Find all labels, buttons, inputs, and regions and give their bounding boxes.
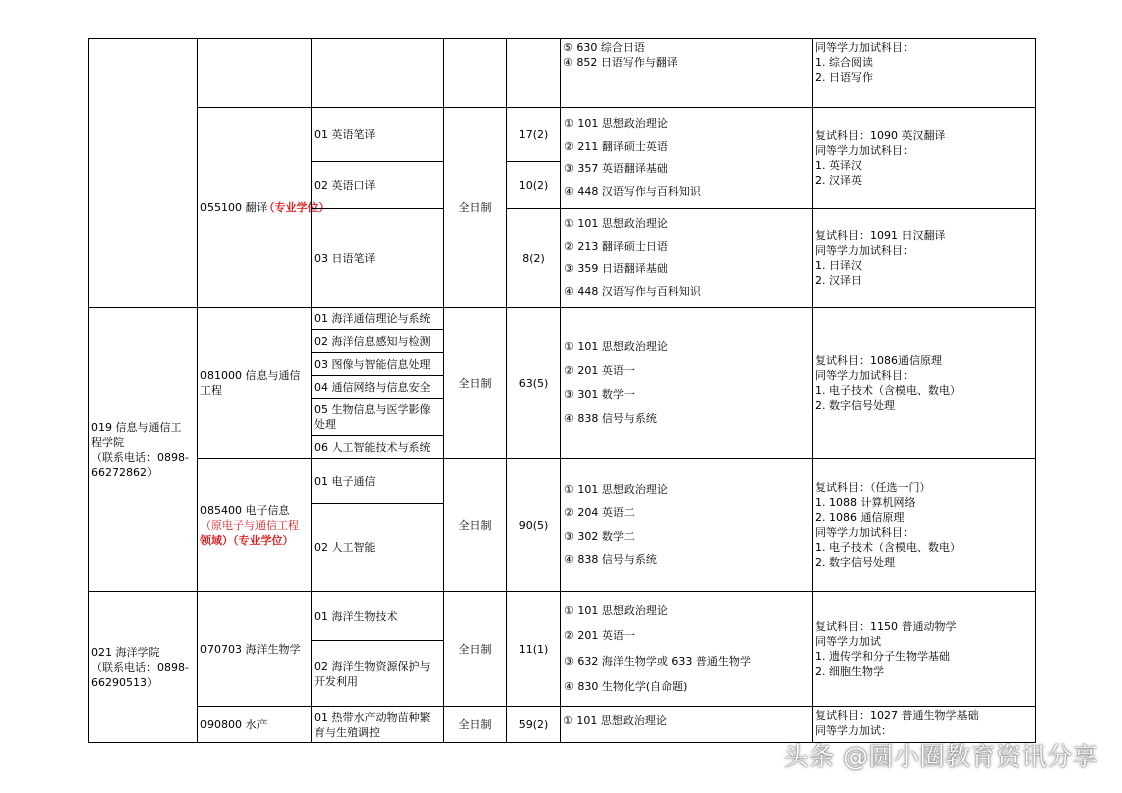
major-name: 081000 信息与通信	[200, 369, 301, 382]
quota: 10(2)	[518, 178, 549, 192]
retest-japanese	[812, 208, 1036, 308]
major-081000	[197, 307, 312, 459]
retest-line: 同等学力加试	[815, 635, 881, 648]
exam-item: ④ 448 汉语写作与百科知识	[564, 185, 701, 199]
exam-subjects-070703	[560, 591, 813, 707]
retest-line: 1. 遗传学和分子生物学基础	[815, 650, 950, 663]
direction-name: 01 海洋生物技术	[314, 609, 398, 623]
quota: 63(5)	[518, 376, 549, 390]
retest-line: 1. 1088 计算机网络	[815, 496, 916, 509]
direction-name: 02 人工智能	[314, 541, 376, 554]
major-085400	[197, 458, 312, 592]
retest-english	[812, 107, 1036, 209]
quota-japanese-writing	[506, 208, 561, 308]
direction-name: 02 海洋信息感知与检测	[314, 334, 431, 348]
retest-line: 复试科目：（任选一门）	[815, 481, 931, 494]
direction-ai	[311, 503, 444, 592]
college-phone: （联系电话：0898-	[91, 660, 189, 674]
exam-item: ④ 830 生物化学(自命题)	[564, 680, 688, 694]
direction-name: 06 人工智能技术与系统	[314, 440, 431, 454]
direction-marine-biotech	[311, 591, 444, 641]
retest-line: 同等学力加试科目：	[815, 526, 914, 539]
exam-item: ③ 302 数学二	[564, 529, 635, 543]
exam-item: ④ 838 信号与系统	[564, 412, 657, 425]
direction-name: 02 英语口译	[314, 178, 376, 192]
quota: 8(2)	[522, 251, 545, 265]
direction-electronic-comm	[311, 458, 444, 504]
direction-name: 01 电子通信	[314, 474, 376, 488]
exam-subjects-japanese-cont	[560, 38, 813, 108]
retest-line: 复试科目：1027 普通生物学基础	[815, 709, 979, 722]
exam-item: ③ 632 海洋生物学或 633 普通生物学	[564, 654, 751, 668]
exam-item: ① 101 思想政治理论	[564, 482, 668, 496]
college-name: 程学院	[91, 435, 124, 449]
major-type-badge: （专业学位）	[263, 201, 330, 214]
retest-line: 2. 汉译英	[815, 174, 862, 187]
exam-item: ① 101 思想政治理论	[564, 603, 668, 617]
major-090800	[197, 706, 312, 743]
study-mode-090800	[443, 706, 507, 743]
major-name: 090800 水产	[200, 718, 268, 731]
direction-name: 05 生物信息与医学影像	[314, 403, 431, 416]
study-mode-085400	[443, 458, 507, 592]
study-mode: 全日制	[458, 718, 492, 731]
exam-item: ① 101 思想政治理论	[564, 340, 668, 353]
retest-line: 同等学力加试：	[815, 724, 892, 737]
exam-subjects-english	[560, 107, 813, 209]
retest-line: 1. 日译汉	[815, 259, 862, 272]
exam-item: ② 211 翻译硕士英语	[564, 139, 668, 153]
retest-line: 同等学力加试科目：	[815, 369, 914, 382]
retest-line: 1. 综合阅读	[815, 56, 873, 69]
retest-line: 2. 数字信号处理	[815, 556, 895, 569]
direction-name: 开发利用	[314, 674, 358, 688]
major-070703	[197, 591, 312, 707]
mode-cell-continued	[443, 38, 507, 108]
retest-line: 复试科目：1090 英汉翻译	[815, 129, 946, 142]
retest-line: 复试科目：1086通信原理	[815, 354, 942, 367]
exam-subjects-090800	[560, 706, 813, 743]
quota-cell-continued	[506, 38, 561, 108]
study-mode: 全日制	[458, 201, 492, 214]
exam-item: ④ 448 汉语写作与百科知识	[564, 284, 701, 298]
direction-name: 01 海洋通信理论与系统	[314, 312, 431, 325]
college-phone: （联系电话：0898-	[91, 450, 189, 464]
direction-name: 04 通信网络与信息安全	[314, 380, 431, 394]
quota-081000	[506, 307, 561, 459]
direction-japanese-writing	[311, 208, 444, 308]
study-mode: 全日制	[458, 518, 492, 532]
major-name: 070703 海洋生物学	[200, 642, 301, 656]
retest-line: 2. 细胞生物学	[815, 665, 884, 678]
direction-cell-continued	[311, 38, 444, 108]
retest-line: 1. 电子技术（含模电、数电）	[815, 541, 961, 554]
direction-name: 03 图像与智能信息处理	[314, 357, 431, 371]
quota: 59(2)	[518, 718, 549, 731]
college-cell-continued	[88, 38, 198, 308]
college-phone: 66290513）	[91, 675, 158, 689]
exam-subjects-081000	[560, 307, 813, 459]
watermark: 头条 @圆小圈教育资讯分享	[783, 742, 1098, 771]
exam-item: ④ 838 信号与系统	[564, 553, 657, 567]
retest-line: 同等学力加试科目：	[815, 244, 914, 257]
retest-line: 2. 数字信号处理	[815, 399, 895, 412]
retest-japanese-cont	[812, 38, 1036, 108]
exam-item: ⑤ 630 综合日语	[563, 41, 645, 54]
quota-english-writing	[506, 107, 561, 162]
major-cell-continued	[197, 38, 312, 108]
college-name: 021 海洋学院	[91, 645, 160, 659]
study-mode: 全日制	[458, 376, 492, 390]
direction-name: 03 日语笔译	[314, 251, 376, 265]
college-021	[88, 591, 198, 743]
exam-item: ② 201 英语一	[564, 364, 635, 377]
direction-name: 02 海洋生物资源保护与	[314, 659, 431, 673]
direction-marine-resources	[311, 640, 444, 707]
exam-subjects-japanese	[560, 208, 813, 308]
retest-081000	[812, 307, 1036, 459]
direction-03	[311, 352, 444, 376]
exam-item: ② 213 翻译硕士日语	[564, 239, 668, 253]
direction-english-writing	[311, 107, 444, 162]
retest-070703	[812, 591, 1036, 707]
quota: 11(1)	[518, 642, 549, 656]
retest-line: 同等学力加试科目：	[815, 144, 914, 157]
study-mode-081000	[443, 307, 507, 459]
major-name: 085400 电子信息	[200, 503, 290, 517]
direction-tropical-aquaculture	[311, 706, 444, 743]
exam-item: ② 201 英语一	[564, 629, 635, 643]
retest-line: 复试科目：1091 日汉翻译	[815, 229, 946, 242]
retest-line: 复试科目：1150 普通动物学	[815, 620, 957, 633]
direction-02	[311, 329, 444, 353]
direction-name: 育与生殖调控	[314, 725, 380, 739]
exam-item: ① 101 思想政治理论	[564, 217, 668, 231]
retest-line: 同等学力加试科目：	[815, 41, 914, 54]
quota-english-interpreting	[506, 161, 561, 209]
retest-line: 2. 1086 通信原理	[815, 511, 905, 524]
exam-item: ④ 852 日语写作与翻译	[563, 56, 678, 69]
direction-05	[311, 398, 444, 436]
study-mode: 全日制	[458, 642, 492, 656]
quota-085400	[506, 458, 561, 592]
exam-item: ② 204 英语二	[564, 506, 635, 520]
direction-name: 01 英语笔译	[314, 128, 376, 141]
exam-item: ③ 357 英语翻译基础	[564, 162, 668, 176]
quota: 17(2)	[518, 128, 549, 141]
direction-name: 处理	[314, 418, 336, 431]
retest-line: 1. 电子技术（含模电、数电）	[815, 384, 961, 397]
exam-item: ③ 301 数学一	[564, 388, 635, 401]
major-name: 工程	[200, 384, 222, 397]
retest-line: 2. 日语写作	[815, 71, 873, 84]
college-phone: 66272862）	[91, 465, 158, 479]
quota-090800	[506, 706, 561, 743]
retest-line: 2. 汉译日	[815, 274, 862, 287]
major-code: 055100 翻译	[200, 201, 268, 214]
major-note: （原电子与通信工程	[200, 518, 299, 532]
exam-item: ① 101 思想政治理论	[563, 714, 667, 727]
exam-subjects-085400	[560, 458, 813, 592]
direction-01	[311, 307, 444, 330]
major-note: 领域）（专业学位）	[200, 533, 294, 547]
direction-06	[311, 435, 444, 459]
direction-04	[311, 375, 444, 399]
quota: 90(5)	[518, 518, 549, 532]
study-mode-070703	[443, 591, 507, 707]
direction-name: 01 热带水产动物苗种繁	[314, 710, 431, 724]
retest-085400	[812, 458, 1036, 592]
major-translation	[197, 107, 330, 308]
exam-item: ③ 359 日语翻译基础	[564, 262, 668, 276]
college-019	[88, 307, 198, 592]
exam-item: ① 101 思想政治理论	[564, 116, 668, 130]
college-name: 019 信息与通信工	[91, 420, 182, 434]
study-mode-translation	[443, 107, 507, 308]
quota-070703	[506, 591, 561, 707]
retest-line: 1. 英译汉	[815, 159, 862, 172]
direction-english-interpreting	[311, 161, 444, 209]
